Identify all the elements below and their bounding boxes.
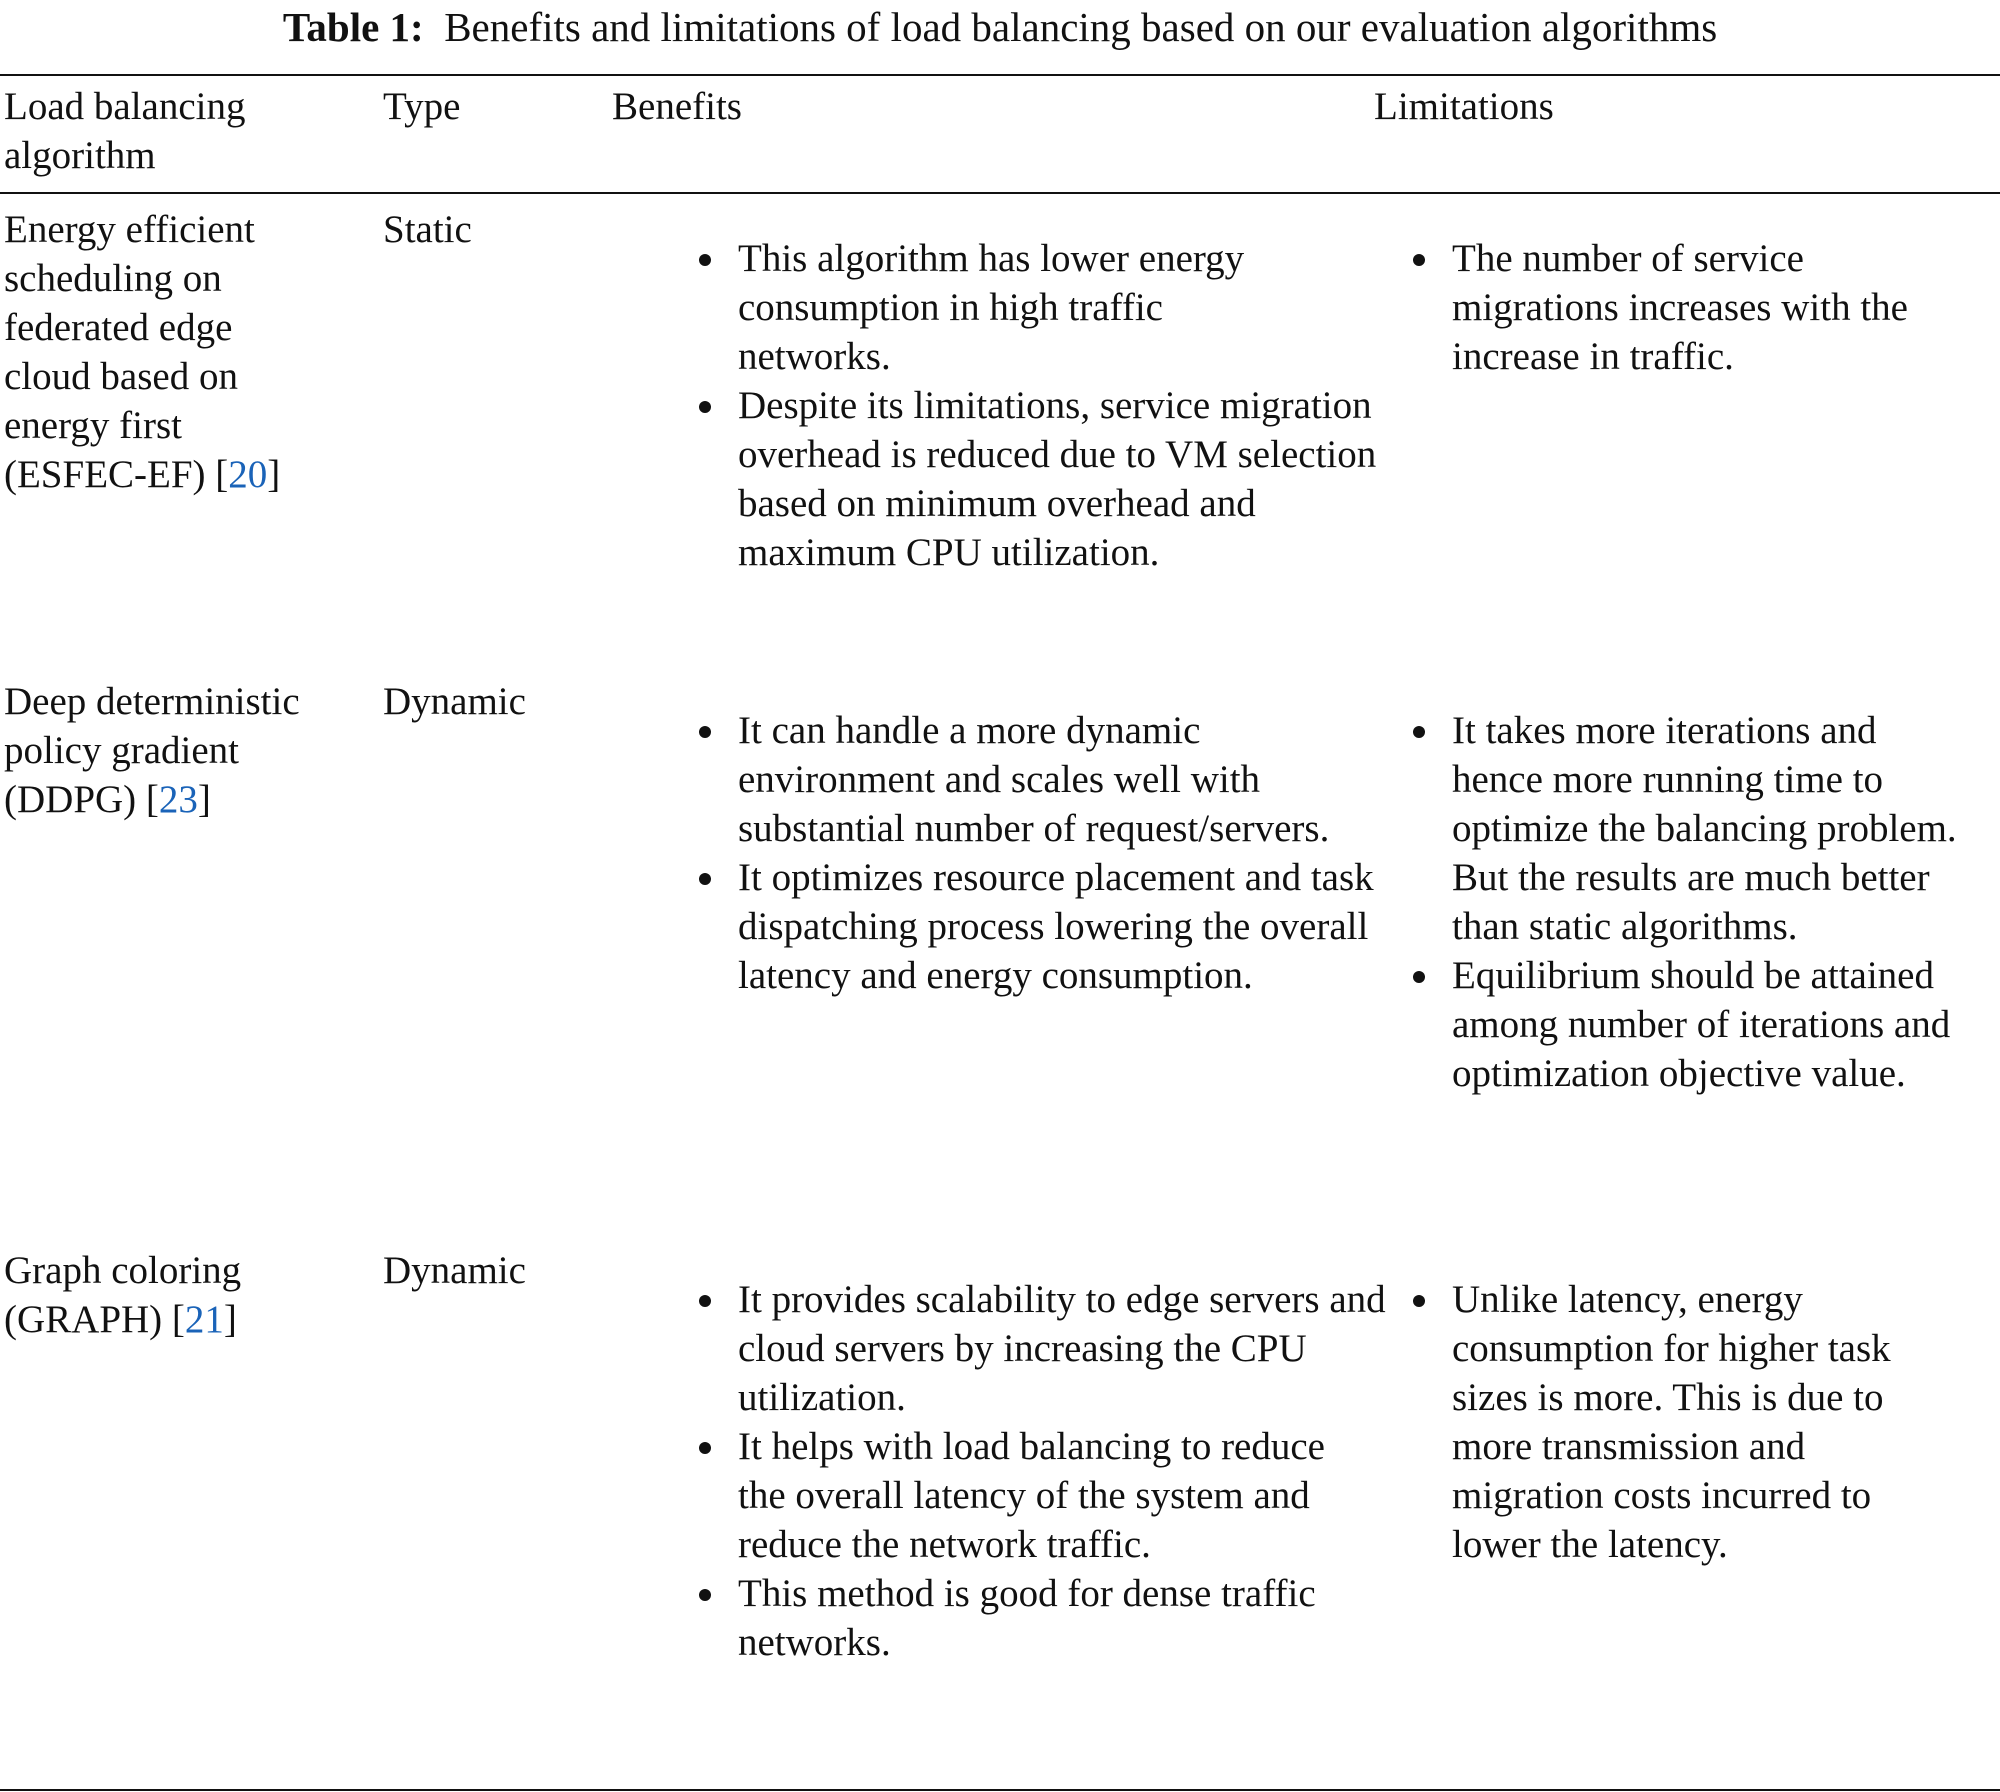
bottom-rule <box>0 1789 2000 1791</box>
benefits-cell <box>612 706 1392 1000</box>
limitation-item: The number of service migrations increases with the increase in traffic. <box>1326 234 1922 381</box>
header-limitations: Limitations <box>1374 85 1554 128</box>
limitation-item: Unlike latency, energy consumption for higher task sizes is more. This is due to more transmission and migration costs incurred to lower the latency. <box>1326 1275 1932 1569</box>
limitations-list <box>1326 234 1946 381</box>
benefit-item: It can handle a more dynamic environment and scales well with substantial number of request/servers. <box>612 706 1338 853</box>
benefit-item: It provides scalability to edge servers and cloud servers by increasing the CPU utilization. <box>612 1275 1398 1422</box>
limitations-list <box>1326 706 1957 1098</box>
benefit-item: It optimizes resource placement and task dispatching process lowering the overall latency and energy consumption. <box>612 853 1408 1000</box>
table-caption-title: Benefits and limitations of load balancing based on our evaluation algorithms <box>444 4 1718 50</box>
benefit-item: This method is good for dense traffic networks. <box>612 1569 1418 1667</box>
citation-link[interactable]: 21 <box>184 1298 224 1341</box>
table-caption <box>0 2 2000 52</box>
header-type: Type <box>383 85 461 128</box>
row-type: Dynamic <box>383 680 526 723</box>
header-rule <box>0 192 2000 194</box>
row-type: Static <box>383 208 472 251</box>
limitations-cell <box>1326 706 1957 1098</box>
limitations-list <box>1326 1275 1946 1569</box>
benefits-cell <box>612 1275 1392 1667</box>
limitation-item: Equilibrium should be attained among number of iterations and optimization objective value. <box>1326 951 1972 1098</box>
algorithm-name: Energy efficient scheduling on federated edge cloud based on energy first (ESFEC-EF) <box>4 208 255 496</box>
benefits-list <box>612 1275 1392 1667</box>
limitations-cell <box>1326 234 1946 381</box>
row-algorithm: Energy efficient scheduling on federated edge cloud based on energy first (ESFEC-EF) [20] <box>4 208 281 496</box>
algorithm-name: Deep deterministic policy gradient (DDPG) <box>4 680 300 821</box>
benefit-item: It helps with load balancing to reduce the overall latency of the system and reduce the network traffic. <box>612 1422 1338 1569</box>
limitations-cell <box>1326 1275 1946 1569</box>
table-caption-label: Table 1: <box>282 4 424 50</box>
header-benefits: Benefits <box>612 85 742 128</box>
row-type: Dynamic <box>383 1249 526 1292</box>
benefits-list <box>612 706 1392 1000</box>
benefit-item: This algorithm has lower energy consumption in high traffic networks. <box>612 234 1258 381</box>
limitation-item: It takes more iterations and hence more running time to optimize the balancing problem. But the results are much better than static algorithms. <box>1326 706 1972 951</box>
top-rule <box>0 74 2000 76</box>
header-algorithm: Load balancing algorithm <box>4 85 246 177</box>
benefit-item: Despite its limitations, service migration overhead is reduced due to VM selection based on minimum overhead and maximum CPU utilization. <box>612 381 1418 577</box>
row-algorithm: Graph coloring (GRAPH) [21] <box>4 1249 242 1341</box>
algorithm-name: Graph coloring (GRAPH) <box>4 1249 242 1341</box>
benefits-cell <box>612 234 1392 577</box>
row-algorithm: Deep deterministic policy gradient (DDPG) [23] <box>4 680 300 821</box>
citation-link[interactable]: 20 <box>228 453 268 496</box>
citation-link[interactable]: 23 <box>158 778 198 821</box>
benefits-list <box>612 234 1392 577</box>
